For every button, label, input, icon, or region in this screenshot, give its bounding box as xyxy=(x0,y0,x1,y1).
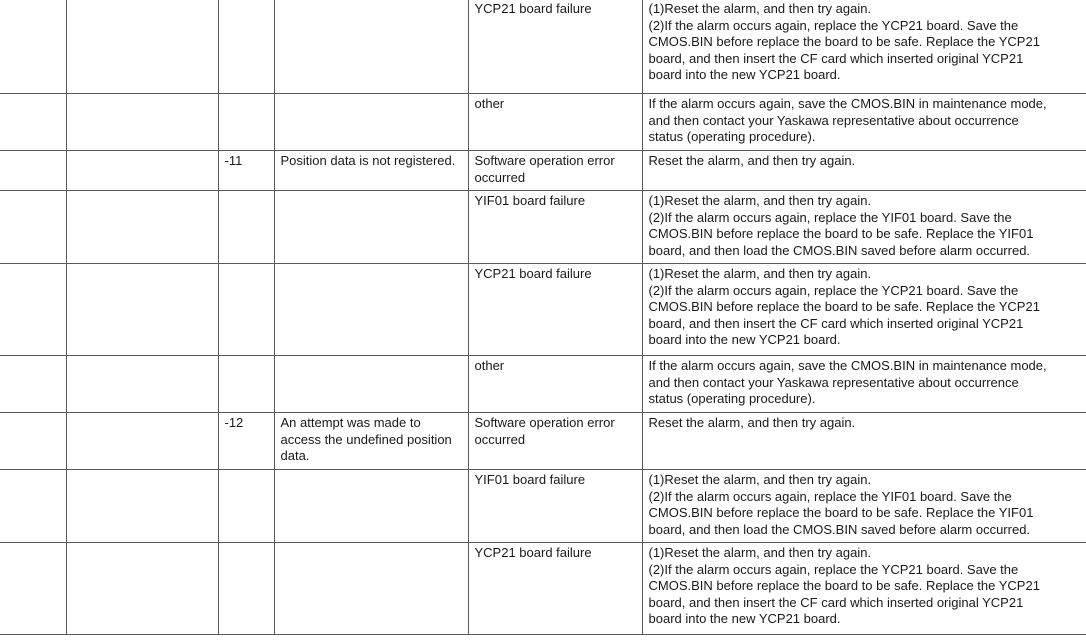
remedy-text: If the alarm occurs again, save the CMOS.BIN in maintenance mode, and then contact your Yaskawa representative about occurrence status (operating procedure). xyxy=(648,358,1047,406)
remedy-cell xyxy=(642,543,1086,635)
remedy-text: (1)Reset the alarm, and then try again. (2)If the alarm occurs again, replace the YCP21 board. Save the CMOS.BIN before replace the board to be safe. Replace the YCP21 board, and then insert the CF card which inserted original YCP21 board into the new YCP21 board. xyxy=(648,1,1040,82)
alarm-name-cell xyxy=(66,543,218,635)
meaning-cell xyxy=(274,191,468,264)
remedy-text: (1)Reset the alarm, and then try again. (2)If the alarm occurs again, replace the YIF01 board. Save the CMOS.BIN before replace the board to be safe. Replace the YIF01 board, and then load the CMOS.BIN saved before alarm occurred. xyxy=(648,472,1034,537)
cause-cell xyxy=(468,543,642,635)
meaning-cell xyxy=(274,264,468,356)
sub-code-cell xyxy=(218,191,274,264)
cause-text: YIF01 board failure xyxy=(474,193,586,208)
sub-code-cell xyxy=(218,264,274,356)
remedy-text: If the alarm occurs again, save the CMOS.BIN in maintenance mode, and then contact your Yaskawa representative about occurrence status (operating procedure). xyxy=(648,96,1047,144)
alarm-name-cell xyxy=(66,151,218,191)
sub-code-cell xyxy=(218,470,274,543)
cause-cell xyxy=(468,470,642,543)
cause-cell xyxy=(468,94,642,151)
alarm-number-cell xyxy=(0,413,66,470)
meaning-cell xyxy=(274,470,468,543)
sub-code-cell xyxy=(218,356,274,413)
alarm-number-cell xyxy=(0,543,66,635)
sub-code-cell xyxy=(218,94,274,151)
meaning-cell xyxy=(274,94,468,151)
cause-text: YCP21 board failure xyxy=(474,545,592,560)
table-row xyxy=(0,264,1086,356)
meaning-cell xyxy=(274,356,468,413)
meaning-cell xyxy=(274,151,468,191)
table-row xyxy=(0,470,1086,543)
alarm-number-cell xyxy=(0,0,66,94)
alarm-name-cell xyxy=(66,0,218,94)
meaning-text: An attempt was made to access the undefined position data. xyxy=(280,415,452,463)
sub-code-cell xyxy=(218,413,274,470)
remedy-text: Reset the alarm, and then try again. xyxy=(648,415,856,430)
alarm-number-cell xyxy=(0,191,66,264)
cause-text: YCP21 board failure xyxy=(474,266,592,281)
table-row xyxy=(0,151,1086,191)
table-row xyxy=(0,0,1086,94)
remedy-text: Reset the alarm, and then try again. xyxy=(648,153,856,168)
alarm-number-cell xyxy=(0,151,66,191)
cause-cell xyxy=(468,0,642,94)
cause-text: other xyxy=(474,96,505,111)
meaning-cell xyxy=(274,413,468,470)
table-row xyxy=(0,543,1086,635)
remedy-text: (1)Reset the alarm, and then try again. (2)If the alarm occurs again, replace the YCP21 board. Save the CMOS.BIN before replace the board to be safe. Replace the YCP21 board, and then insert the CF card which inserted original YCP21 board into the new YCP21 board. xyxy=(648,545,1040,626)
alarm-number-cell xyxy=(0,94,66,151)
cause-text: YCP21 board failure xyxy=(474,1,592,16)
meaning-text: Position data is not registered. xyxy=(280,153,456,168)
sub-code-cell xyxy=(218,151,274,191)
alarm-number-cell xyxy=(0,264,66,356)
alarm-name-cell xyxy=(66,413,218,470)
alarm-name-cell xyxy=(66,264,218,356)
alarm-name-cell xyxy=(66,94,218,151)
sub-code-text: -12 xyxy=(224,415,244,430)
remedy-cell xyxy=(642,470,1086,543)
cause-cell xyxy=(468,264,642,356)
cause-text: other xyxy=(474,358,505,373)
remedy-text: (1)Reset the alarm, and then try again. (2)If the alarm occurs again, replace the YCP21 board. Save the CMOS.BIN before replace the board to be safe. Replace the YCP21 board, and then insert the CF card which inserted original YCP21 board into the new YCP21 board. xyxy=(648,266,1040,347)
alarm-name-cell xyxy=(66,191,218,264)
remedy-cell xyxy=(642,264,1086,356)
cause-text: Software operation error occurred xyxy=(474,153,615,185)
cause-cell xyxy=(468,356,642,413)
cause-cell xyxy=(468,151,642,191)
sub-code-text: -11 xyxy=(224,153,243,168)
alarm-name-cell xyxy=(66,470,218,543)
cause-text: YIF01 board failure xyxy=(474,472,586,487)
remedy-text: (1)Reset the alarm, and then try again. (2)If the alarm occurs again, replace the YIF01 board. Save the CMOS.BIN before replace the board to be safe. Replace the YIF01 board, and then load the CMOS.BIN saved before alarm occurred. xyxy=(648,193,1034,258)
cause-cell xyxy=(468,191,642,264)
remedy-cell xyxy=(642,356,1086,413)
cause-cell xyxy=(468,413,642,470)
remedy-cell xyxy=(642,0,1086,94)
sub-code-cell xyxy=(218,0,274,94)
sub-code-cell xyxy=(218,543,274,635)
table-row xyxy=(0,94,1086,151)
table-row xyxy=(0,191,1086,264)
meaning-cell xyxy=(274,0,468,94)
cause-text: Software operation error occurred xyxy=(474,415,615,447)
alarm-number-cell xyxy=(0,356,66,413)
table-row xyxy=(0,356,1086,413)
table-row xyxy=(0,413,1086,470)
remedy-cell xyxy=(642,191,1086,264)
alarm-number-cell xyxy=(0,470,66,543)
remedy-cell xyxy=(642,413,1086,470)
meaning-cell xyxy=(274,543,468,635)
remedy-cell xyxy=(642,151,1086,191)
remedy-cell xyxy=(642,94,1086,151)
alarm-name-cell xyxy=(66,356,218,413)
